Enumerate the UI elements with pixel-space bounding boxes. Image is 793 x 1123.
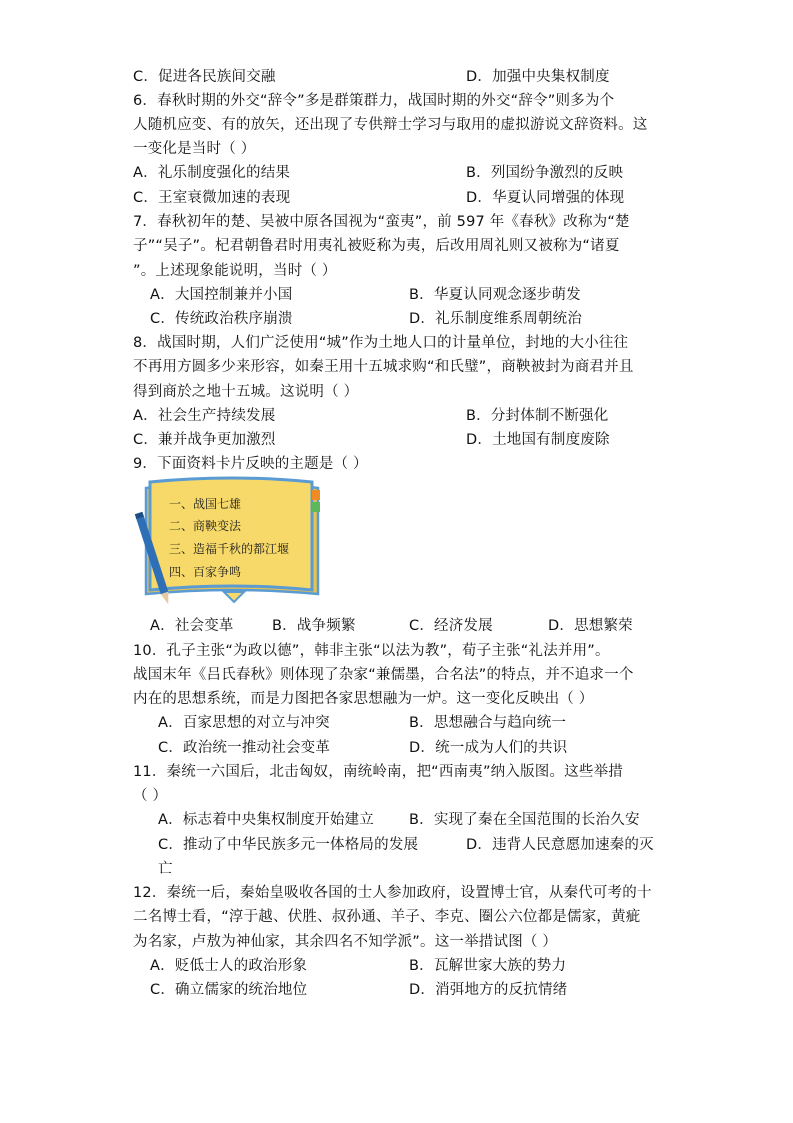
q8-option-a: A．社会生产持续发展 — [133, 408, 276, 424]
q8-stem-line-1: 8．战国时期，人们广泛使用“城”作为土地人口的计量单位，封地的大小往往 — [133, 335, 629, 351]
q7-option-a: A．大国控制兼并小国 — [150, 287, 293, 303]
card-item-3: 三、造福千秋的都江堰 — [169, 542, 290, 556]
q11-option-d: D．违背人民意愿加速秦的灭 — [466, 837, 654, 853]
q6-option-c: C．王室衰微加速的表现 — [133, 190, 291, 206]
card-item-4: 四、百家争鸣 — [169, 565, 242, 579]
q9-option-c: C．经济发展 — [409, 618, 493, 634]
q8-stem-line-3: 得到商於之地十五城。这说明（ ） — [133, 384, 359, 400]
q10-stem-line-2: 战国末年《吕氏春秋》则体现了杂家“兼儒墨，合名法”的特点，并不追求一个 — [133, 667, 634, 683]
q10-option-d: D．统一成为人们的共识 — [409, 740, 568, 756]
card-tab-green — [312, 502, 320, 512]
q7-option-c: C．传统政治秩序崩溃 — [150, 311, 293, 327]
card-notch — [224, 592, 244, 602]
q10-option-a: A．百家思想的对立与冲突 — [158, 715, 330, 731]
q12-stem-line-3: 为名家，卢敖为神仙家，其余四名不知学派”。这一举措试图（ ） — [133, 934, 558, 950]
q8-option-c: C．兼并战争更加激烈 — [133, 432, 276, 448]
q11-stem-line-1: 11．秦统一六国后，北击匈奴，南统岭南，把“西南夷”纳入版图。这些举措 — [133, 764, 623, 780]
q6-option-d: D．华夏认同增强的体现 — [466, 190, 625, 206]
q8-option-d: D．土地国有制度废除 — [466, 432, 610, 448]
q5-option-d: D．加强中央集权制度 — [466, 69, 610, 85]
q7-option-b: B．华夏认同观念逐步萌发 — [409, 287, 581, 303]
q12-option-c: C．确立儒家的统治地位 — [150, 982, 308, 998]
notebook-card-icon — [132, 474, 327, 609]
q10-stem-line-3: 内在的思想系统，而是力图把各家思想融为一炉。这一变化反映出（ ） — [133, 691, 594, 707]
card-item-2: 二、商鞅变法 — [169, 519, 242, 533]
q6-stem-line-1: 6．春秋时期的外交“辞令”多是群策群力，战国时期的外交“辞令”则多为个 — [133, 93, 615, 109]
q12-option-d: D．消弭地方的反抗情绪 — [409, 982, 568, 998]
q10-option-c: C．政治统一推动社会变革 — [158, 740, 331, 756]
card-tab-orange — [312, 490, 320, 500]
q9-stem: 9．下面资料卡片反映的主题是（ ） — [133, 456, 368, 472]
q12-option-a: A．贬低士人的政治形象 — [150, 958, 308, 974]
q11-option-b: B．实现了秦在全国范围的长治久安 — [409, 812, 640, 828]
q11-option-c: C．推动了中华民族多元一体格局的发展 — [158, 837, 419, 853]
q8-option-b: B．分封体制不断强化 — [466, 408, 609, 424]
q7-stem-line-1: 7．春秋初年的楚、吴被中原各国视为“蛮夷”，前 597 年《春秋》改称为“楚 — [133, 214, 630, 230]
q7-stem-line-3: ”。上述现象能说明，当时（ ） — [133, 263, 337, 279]
q8-stem-line-2: 不再用方圆多少来形容，如秦王用十五城求购“和氏璧”，商鞅被封为商君并且 — [133, 359, 634, 375]
q6-option-a: A．礼乐制度强化的结果 — [133, 165, 291, 181]
q11-stem-line-2: （ ） — [133, 788, 168, 804]
q11-option-a: A．标志着中央集权制度开始建立 — [158, 812, 374, 828]
q7-option-d: D．礼乐制度维系周朝统治 — [409, 311, 583, 327]
q9-option-d: D．思想繁荣 — [548, 618, 633, 634]
card-item-1: 一、战国七雄 — [169, 497, 242, 511]
q12-stem-line-1: 12．秦统一后，秦始皇吸收各国的士人参加政府，设置博士官，从秦代可考的十 — [133, 885, 652, 901]
q6-stem-line-2: 人随机应变、有的放矢，还出现了专供辩士学习与取用的虚拟游说文辞资料。这 — [133, 117, 648, 133]
q10-stem-line-1: 10．孔子主张“为政以德”，韩非主张“以法为教”，荀子主张“礼法并用”。 — [133, 643, 610, 659]
q6-stem-line-3: 一变化是当时（ ） — [133, 141, 256, 157]
q7-stem-line-2: 子”“吴子”。杞君朝鲁君时用夷礼被贬称为夷，后改用周礼则又被称为“诸夏 — [133, 238, 620, 254]
q12-stem-line-2: 二名博士看，“淳于越、伏胜、叔孙通、羊子、李克、圈公六位都是儒家，黄疵 — [133, 909, 641, 925]
q6-option-b: B．列国纷争激烈的反映 — [466, 165, 624, 181]
q9-option-b: B．战争频繁 — [272, 618, 356, 634]
q5-option-c: C．促进各民族间交融 — [133, 69, 276, 85]
q9-option-a: A．社会变革 — [150, 618, 234, 634]
q12-option-b: B．瓦解世家大族的势力 — [409, 958, 567, 974]
q10-option-b: B．思想融合与趋向统一 — [409, 715, 567, 731]
q11-option-d-continued: 亡 — [158, 861, 173, 877]
